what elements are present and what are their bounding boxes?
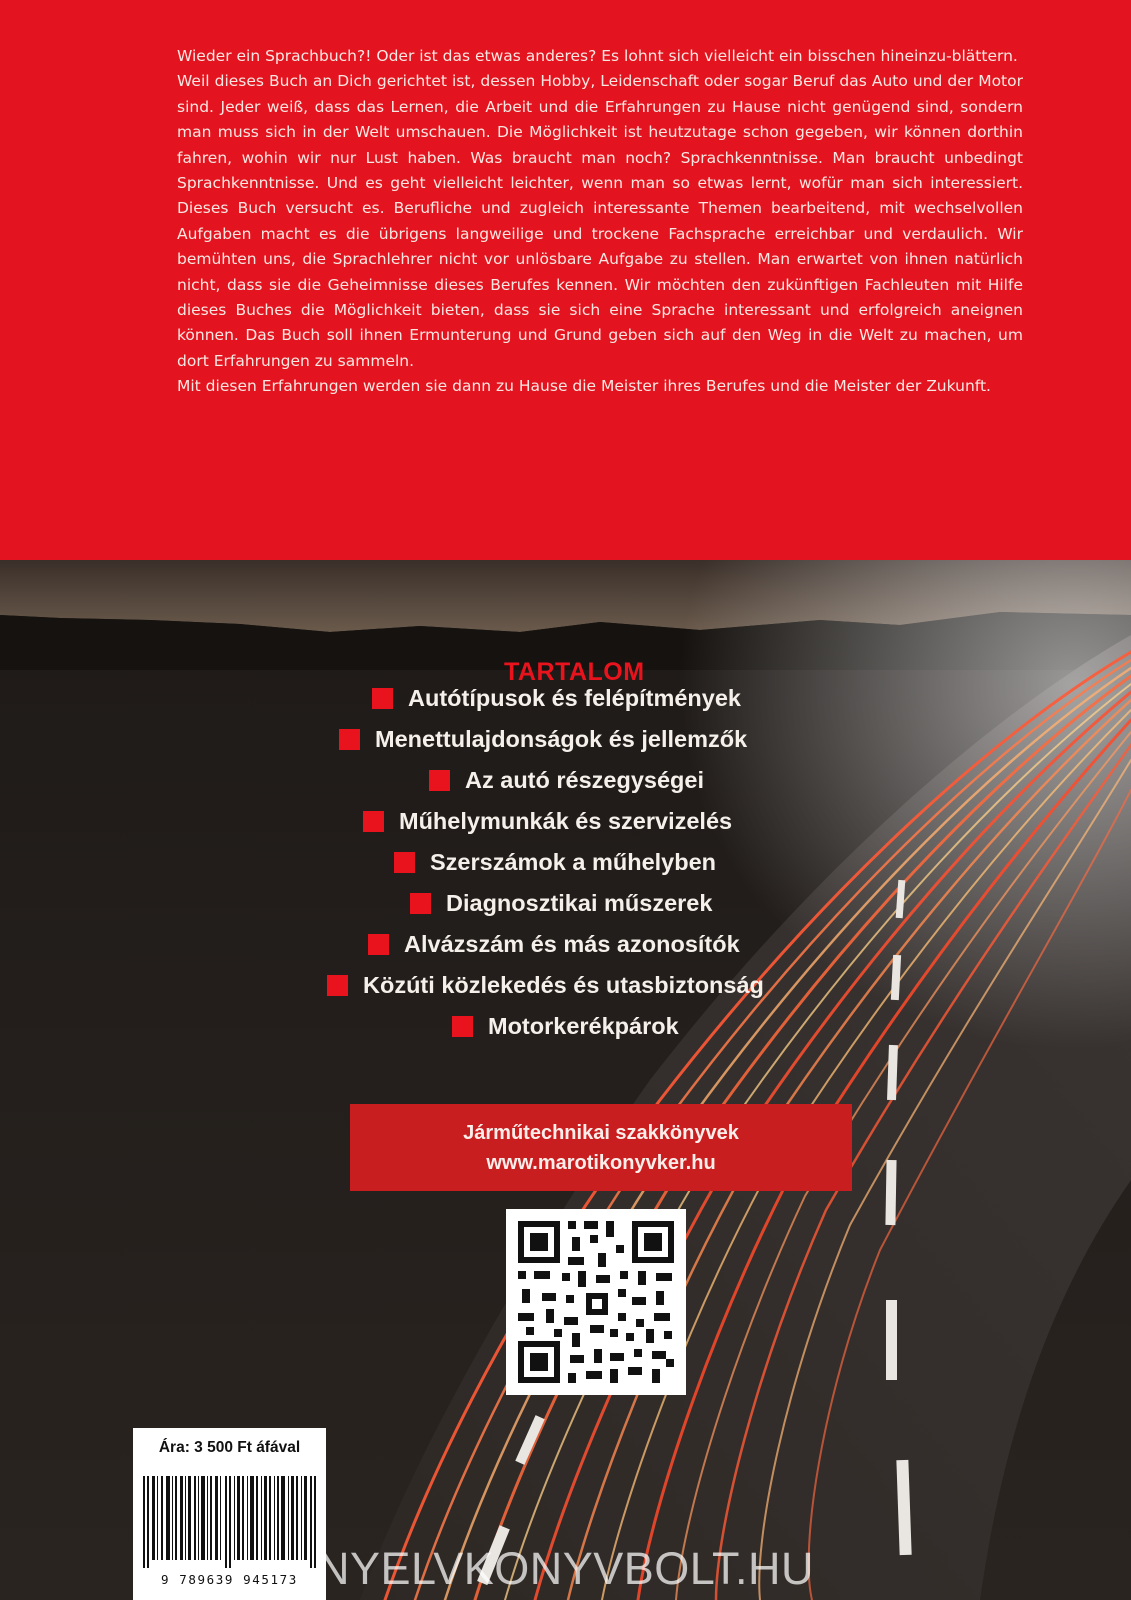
toc-item-label: Diagnosztikai műszerek bbox=[446, 889, 713, 916]
red-text-panel bbox=[0, 0, 1131, 560]
toc-item-label: Alvázszám és más azonosítók bbox=[404, 930, 740, 957]
toc-item-label: Az autó részegységei bbox=[465, 766, 705, 793]
toc-item-label: Szerszámok a műhelyben bbox=[430, 848, 717, 875]
toc-item-label: Műhelymunkák és szervizelés bbox=[399, 807, 733, 834]
blurb-paragraph-3: Mit diesen Erfahrungen werden sie dann zu Hause die Meister ihres Berufes und die Meister der Zukunft. bbox=[177, 377, 991, 396]
toc-item bbox=[368, 926, 740, 962]
red-square-bullet-icon bbox=[372, 688, 393, 709]
watermark-text: NYELVKONYVBOLT.HU bbox=[317, 1543, 814, 1594]
price-label: Ára: 3 500 Ft áfával bbox=[158, 1439, 301, 1456]
red-square-bullet-icon bbox=[394, 852, 415, 873]
red-square-bullet-icon bbox=[452, 1016, 473, 1037]
toc-item bbox=[394, 844, 716, 880]
banner-website-link[interactable]: www.marotikonyvker.hu bbox=[486, 1152, 716, 1174]
blurb-text bbox=[177, 44, 1023, 400]
red-square-bullet-icon bbox=[363, 811, 384, 832]
red-square-bullet-icon bbox=[327, 975, 348, 996]
toc-item bbox=[339, 721, 747, 757]
qr-code-icon[interactable] bbox=[506, 1209, 686, 1395]
toc-item-label: Motorkerékpárok bbox=[488, 1012, 679, 1039]
toc-item bbox=[327, 967, 764, 1003]
red-square-bullet-icon bbox=[410, 893, 431, 914]
red-square-bullet-icon bbox=[429, 770, 450, 791]
toc-item bbox=[363, 803, 732, 839]
publisher-banner bbox=[350, 1104, 852, 1191]
qr-code-graphic bbox=[506, 1209, 686, 1395]
toc-item-label: Közúti közlekedés és utasbiztonság bbox=[363, 971, 764, 998]
toc-title: TARTALOM bbox=[504, 658, 645, 686]
blurb-paragraph-2: Weil dieses Buch an Dich gerichtet ist, dessen Hobby, Leidenschaft oder sogar Beruf das Auto und der Motor sind. Jeder weiß, dass das Lernen, die Arbeit und die Erfahrungen zu Hause nicht genügend sind, sondern man muss sich in der Welt umschauen. Die Möglichkeit ist heutzutage schon gegeben, wir können dorthin fahren, wohin wir nur Lust haben. Was braucht man noch? Sprachkenntnisse. Man braucht unbedingt Sprachkenntnisse. Und es geht vielleicht leichter, wenn man so etwas lernt, wofür man sich interessiert. Dieses Buch versucht es. Berufliche und zugleich interessante Themen bearbeitend, mit wechselvollen Aufgaben macht es die übrigens langweilige und trockene Fachsprache erreichbar und verdaulich. Wir bemühten uns, die Sprachlehrer nicht vor unlösbare Aufgabe zu stellen. Man erwartet von ihnen natürlich nicht, dass sie die Geheimnisse dieses Berufes kennen. Wir möchten den zukünftigen Fachleuten mit Hilfe dieses Buches die Möglichkeit bieten, dass sie sich eine Sprache interessant und erfolgreich aneignen können. Das Buch soll ihnen Ermunterung und Grund geben sich auf den Weg in die Welt zu machen, um dort Erfahrungen zu sammeln. bbox=[177, 72, 1023, 370]
toc-item bbox=[452, 1008, 679, 1044]
toc-item-label: Menettulajdonságok és jellemzők bbox=[375, 725, 748, 752]
blurb-paragraph-1: Wieder ein Sprachbuch?! Oder ist das etwas anderes? Es lohnt sich vielleicht ein bisschen hineinzu-blättern. bbox=[177, 47, 1018, 65]
banner-series: Járműtechnikai szakkönyvek bbox=[463, 1122, 739, 1144]
isbn-digits: 9 789639 945173 bbox=[161, 1572, 298, 1587]
red-square-bullet-icon bbox=[339, 729, 360, 750]
toc-item-label: Autótípusok és felépítmények bbox=[408, 684, 741, 711]
toc-item bbox=[372, 680, 741, 716]
toc-item bbox=[410, 885, 712, 921]
red-square-bullet-icon bbox=[368, 934, 389, 955]
toc-item bbox=[429, 762, 704, 798]
